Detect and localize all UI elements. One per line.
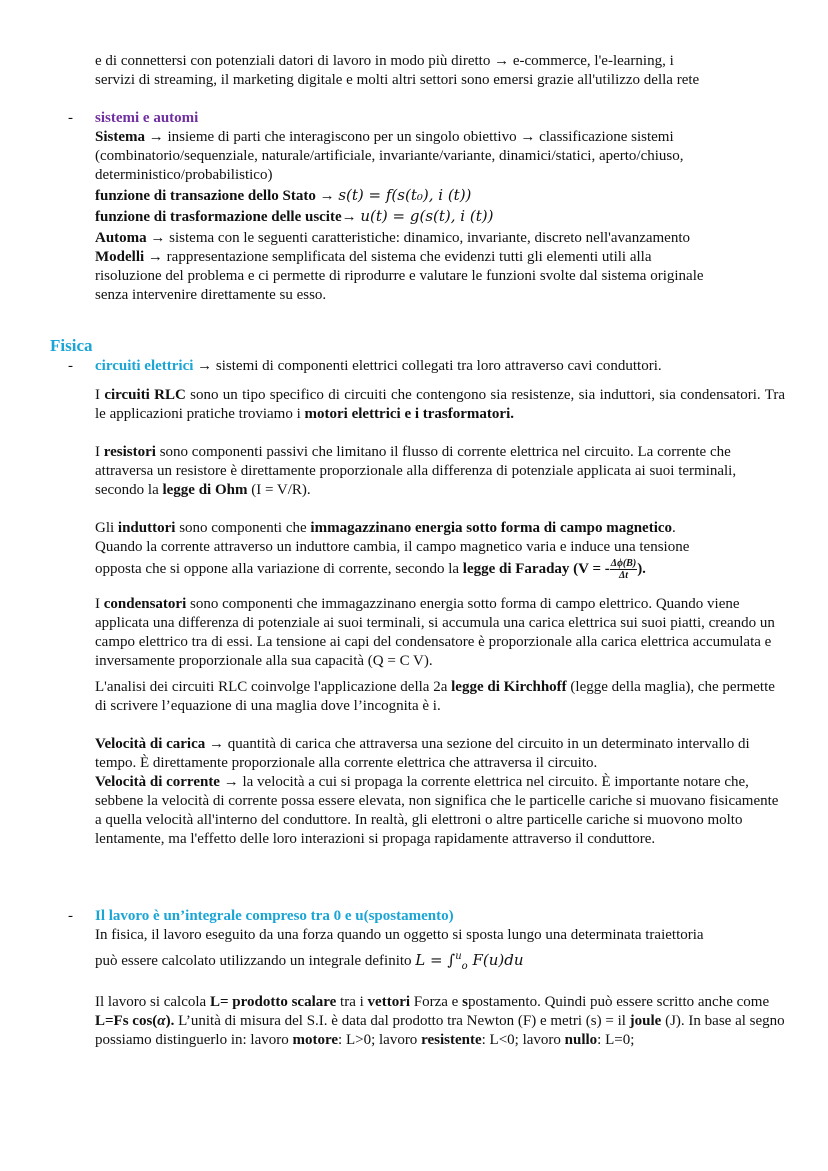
faraday-law-end: ). <box>637 561 646 577</box>
fisica-title: Fisica <box>50 336 93 355</box>
rlc-text-b: sono un tipo specifico di circuiti che contengono sia resistenze, sia induttori, sia condensatori. Tra le applicazioni pratiche troviamo i <box>95 387 785 422</box>
rlc-term: circuiti RLC <box>104 387 186 403</box>
sistema-line-3: deterministico/probabilistico) <box>95 167 273 183</box>
ind-bold: immagazzinano energia sotto forma di campo magnetico <box>310 520 673 536</box>
lav-text-j: L’unità di misura del S.I. è data dal prodotto tra Newton (F) e metri (s) = il <box>174 1013 630 1029</box>
sistemi-heading: sistemi e automi <box>95 110 199 126</box>
transizione-label: funzione di transazione dello Stato → <box>95 188 335 204</box>
lav-s-bold: s <box>462 994 468 1010</box>
lavoro-section <box>95 907 785 1050</box>
lav-alpha: α <box>157 1013 166 1029</box>
ind-text-c: . <box>672 520 676 536</box>
velocita-carica-paragraph <box>95 735 785 773</box>
cond-text-a: I <box>95 596 104 613</box>
lav-text-p: : L<0; lavoro <box>481 1032 565 1048</box>
resistori-paragraph <box>95 443 785 500</box>
lav-text-a: Il lavoro si calcola <box>95 994 210 1010</box>
transizione-line <box>95 186 785 206</box>
lav-text-e: Forza e <box>410 994 463 1010</box>
automa-line <box>95 229 785 248</box>
fraction-numerator: Δϕ(B) <box>610 558 637 570</box>
circuiti-section <box>95 357 785 849</box>
velocita-corrente-text: la velocità a cui si propaga la corrente elettrica nel circuito. È importante notare che, sebbene la velocità di corrente possa essere elevata, non significa che le particelle cariche si muovano fisicamente a quella velocità all'interno del conduttore. In realtà, gli elettroni o altre particelle cariche si muovono molto lentamente, ma l'effetto delle loro interazioni si propaga rapidamente attraverso il conduttore. <box>95 774 779 848</box>
lavoro-line-1: In fisica, il lavoro eseguito da una forza quando un oggetto si sposta lungo una determinata traiettoria <box>95 927 704 943</box>
kirchhoff-law: legge di Kirchhoff <box>451 679 567 696</box>
velocita-corrente-paragraph <box>95 773 785 849</box>
lav-nullo: nullo <box>564 1032 598 1048</box>
lav-text-l: (J). In base al segno possiamo distinguerlo in: lavoro <box>95 1013 785 1048</box>
induttori-line-2: Quando la corrente attraverso un induttore cambia, il campo magnetico varia e induce una tensione <box>95 539 690 555</box>
intro-line-2: servizi di streaming, il marketing digitale e molti altri settori sono emersi grazie all'utilizzo della rete <box>95 72 700 88</box>
velocita-carica-term: Velocità di carica → <box>95 736 225 753</box>
induttori-paragraph <box>95 519 785 581</box>
automa-text: → sistema con le seguenti caratteristiche: dinamico, invariante, discreto nell'avanzamento <box>146 230 691 246</box>
intro-paragraph <box>95 52 785 90</box>
res-text-a: I <box>95 444 104 460</box>
condensatori-paragraph <box>95 595 785 671</box>
lav-text-n: : L>0; lavoro <box>338 1032 422 1048</box>
modelli-text-1: → rappresentazione semplificata del sistema che evidenzi tutti gli elementi utili alla <box>144 249 652 265</box>
intro-line-1: e di connettersi con potenziali datori di lavoro in modo più diretto → e-commerce, l'e-learning, i <box>95 53 674 69</box>
circuiti-heading-text: → sistemi di componenti elettrici collegati tra loro attraverso cavi conduttori. <box>193 358 662 374</box>
lavoro-paragraph-2 <box>95 993 785 1050</box>
kirch-text-b: (legge della maglia), che permette di scrivere l’equazione di una maglia dove l’incognita è i. <box>95 679 775 715</box>
lav-text-r: : L=0; <box>597 1032 635 1048</box>
integral-rhs: F(u)du <box>467 951 524 969</box>
lavoro-integral-formula <box>415 951 524 972</box>
transizione-formula: s(t) = f(s(t₀), i (t)) <box>338 186 472 204</box>
lav-formula-end: ). <box>165 1013 175 1029</box>
faraday-fraction <box>610 558 637 581</box>
velocita-carica-text: quantità di carica che attraversa una sezione del circuito in un determinato intervallo di tempo. È direttamente proporzionale alla corrente elettrica che attraversa il circuito. <box>95 736 750 772</box>
induttori-line-3 <box>95 557 785 581</box>
resistori-term: resistori <box>103 444 156 460</box>
automa-term: Automa <box>95 230 147 246</box>
circuiti-heading-line <box>95 357 785 376</box>
ind-text-a: Gli <box>95 520 118 536</box>
ind-text-b: sono componenti che <box>175 520 311 536</box>
integral-lower-limit: o <box>461 961 468 972</box>
lav-prodotto-scalare: L= prodotto scalare <box>209 994 337 1010</box>
sistema-line-2: (combinatorio/sequenziale, naturale/artificiale, invariante/variante, dinamici/statici, aperto/chiuso, <box>95 148 684 164</box>
kirch-text-a: L'analisi dei circuiti RLC coinvolge l'applicazione della 2a <box>95 679 452 696</box>
rlc-bold: motori elettrici e i trasformatori. <box>304 406 514 422</box>
lavoro-line-2 <box>95 945 785 979</box>
sistema-text-1: → insieme di parti che interagiscono per un singolo obiettivo → classificazione sistemi <box>145 129 674 145</box>
bullet-dash: - <box>68 908 73 924</box>
induttori-line-1 <box>95 519 785 538</box>
ind-line3-text: opposta che si oppone alla variazione di corrente, secondo la <box>95 561 463 577</box>
modelli-term: Modelli <box>95 249 145 265</box>
bullet-dash: - <box>68 358 73 374</box>
lav-vettori: vettori <box>367 994 411 1010</box>
cond-text-b: sono componenti che immagazzinano energia sotto forma di campo elettrico. Quando viene applicata una differenza di potenziale ai suoi terminali, si accumula una carica elettrica sui suoi piatti, creando un campo elettrico tra di essi. La tensione ai capi del condensatore è proporzionale alla carica elettrica accumulata e inversamente proporzionale alla sua capacità (Q = C V). <box>95 596 775 670</box>
lav-text-g: postamento. Quindi può essere scritto anche come <box>467 994 770 1010</box>
lav-formula: L=Fs cos( <box>95 1013 158 1029</box>
circuiti-heading: circuiti elettrici <box>95 358 194 374</box>
rlc-paragraph <box>95 386 785 424</box>
lav-motore: motore <box>292 1032 339 1048</box>
uscite-line <box>95 207 785 227</box>
bullet-dash: - <box>68 110 73 126</box>
res-text-b: sono componenti passivi che limitano il flusso di corrente elettrica nel circuito. La corrente che attraversa un resistore è direttamente proporzionale alla differenza di potenziale applicata ai suoi terminali, secondo la <box>95 444 737 498</box>
modelli-line-3: senza intervenire direttamente su esso. <box>95 287 327 303</box>
condensatori-term: condensatori <box>103 596 187 613</box>
sistemi-section <box>95 109 785 305</box>
lav-resistente: resistente <box>421 1032 482 1048</box>
lav-joule: joule <box>629 1013 662 1029</box>
velocita-corrente-term: Velocità di corrente → <box>95 774 239 791</box>
integral-lhs: L = ∫ <box>415 951 456 969</box>
integral-upper-limit: u <box>455 951 462 962</box>
uscite-formula: u(t) = g(s(t), i (t)) <box>360 207 494 225</box>
lav-text-c: tra i <box>336 994 368 1010</box>
rlc-text-a: I <box>95 387 105 403</box>
sistema-line-1 <box>95 128 785 147</box>
lavoro-heading: Il lavoro è un’integrale compreso tra 0 e u(spostamento) <box>95 908 454 924</box>
kirchhoff-paragraph <box>95 678 785 716</box>
lavoro-line-2-text: può essere calcolato utilizzando un integrale definito <box>95 953 416 969</box>
induttori-term: induttori <box>117 520 176 536</box>
faraday-law: legge di Faraday (V = - <box>462 561 610 577</box>
fraction-denominator: Δt <box>618 570 629 582</box>
modelli-line-1 <box>95 248 785 267</box>
res-text-c: (I = V/R). <box>247 482 311 498</box>
ohm-law: legge di Ohm <box>162 482 248 498</box>
modelli-line-2: risoluzione del problema e ci permette di riprodurre e valutare le funzioni svolte dal sistema originale <box>95 268 704 284</box>
uscite-label: funzione di trasformazione delle uscite→ <box>95 209 357 225</box>
sistema-term: Sistema <box>95 129 145 145</box>
